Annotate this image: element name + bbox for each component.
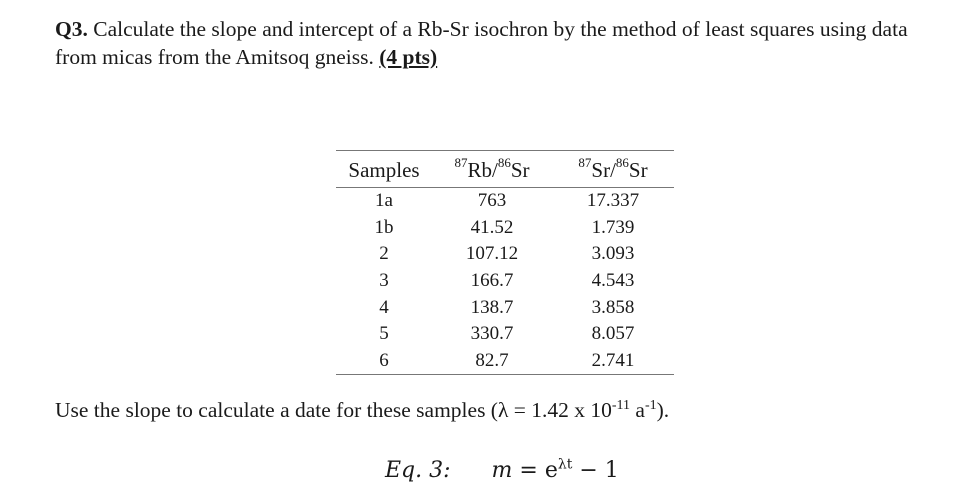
rb-sr-cell: 82.7 bbox=[432, 348, 552, 375]
header-rb-element: Rb/ bbox=[467, 157, 498, 182]
equation-rhs: − 1 bbox=[572, 458, 619, 483]
header-rb-denominator-isotope: 86 bbox=[497, 154, 511, 170]
equation-3 bbox=[385, 458, 619, 483]
sr-sr-cell: 3.093 bbox=[591, 243, 635, 265]
equation-lhs: m bbox=[491, 458, 513, 483]
date-instruction bbox=[55, 398, 669, 423]
rb-sr-cell: 41.52 bbox=[470, 216, 514, 238]
question-number: Q3. bbox=[55, 17, 88, 41]
equation-eq: = e bbox=[512, 458, 558, 483]
header-rb-sr-ratio bbox=[432, 151, 552, 188]
sample-cell: 5 bbox=[379, 323, 389, 345]
question-points: (4 pts) bbox=[379, 45, 438, 69]
sr-sr-cell: 1.739 bbox=[591, 216, 635, 238]
header-rb-denominator: Sr bbox=[510, 157, 530, 182]
header-sr-denominator-isotope: 86 bbox=[615, 154, 629, 170]
unit-exponent: -1 bbox=[644, 397, 657, 413]
instruction-unit: a bbox=[630, 398, 645, 422]
sr-sr-cell: 3.858 bbox=[591, 296, 635, 318]
lambda-exponent: -11 bbox=[611, 397, 631, 413]
rb-sr-cell: 763 bbox=[477, 190, 507, 212]
header-sr-sr-ratio bbox=[552, 151, 674, 188]
equation-label: Eq. 3: bbox=[385, 458, 451, 483]
sample-cell: 3 bbox=[379, 270, 389, 292]
table-row bbox=[336, 321, 674, 348]
sample-cell: 1a bbox=[375, 190, 393, 212]
sample-cell: 1b bbox=[374, 216, 394, 238]
equation-formula bbox=[492, 458, 619, 483]
rb-sr-cell: 166.7 bbox=[470, 270, 514, 292]
table-row bbox=[336, 241, 674, 268]
header-samples: Samples bbox=[336, 151, 432, 188]
table-row bbox=[336, 294, 674, 321]
rb-sr-cell: 330.7 bbox=[470, 323, 514, 345]
header-rb-isotope: 87 bbox=[454, 154, 468, 170]
rb-sr-cell: 138.7 bbox=[470, 296, 514, 318]
header-sr-denominator: Sr bbox=[628, 157, 648, 182]
header-sr-isotope: 87 bbox=[578, 154, 592, 170]
rb-sr-cell: 107.12 bbox=[465, 243, 519, 265]
rb-sr-data-table bbox=[336, 150, 674, 375]
sample-cell: 2 bbox=[379, 243, 389, 265]
sr-sr-cell: 2.741 bbox=[552, 348, 674, 375]
table-row bbox=[336, 215, 674, 242]
sample-cell: 6 bbox=[336, 348, 432, 375]
header-sr-element: Sr/ bbox=[591, 157, 616, 182]
sr-sr-cell: 17.337 bbox=[586, 190, 640, 212]
table-row bbox=[336, 188, 674, 215]
question-body: Calculate the slope and intercept of a Rb-Sr isochron by the method of least squares using data from micas from the Amitsoq gneiss. bbox=[55, 17, 908, 69]
question-text bbox=[55, 15, 935, 71]
table-row bbox=[336, 348, 674, 375]
sample-cell: 4 bbox=[379, 296, 389, 318]
equation-exponent: λt bbox=[557, 456, 573, 473]
sr-sr-cell: 8.057 bbox=[591, 323, 635, 345]
table-row bbox=[336, 268, 674, 295]
sr-sr-cell: 4.543 bbox=[591, 270, 635, 292]
instruction-text: Use the slope to calculate a date for these samples (λ = 1.42 x 10 bbox=[55, 398, 612, 422]
instruction-end: ). bbox=[656, 398, 670, 422]
table-header-row bbox=[336, 151, 674, 188]
